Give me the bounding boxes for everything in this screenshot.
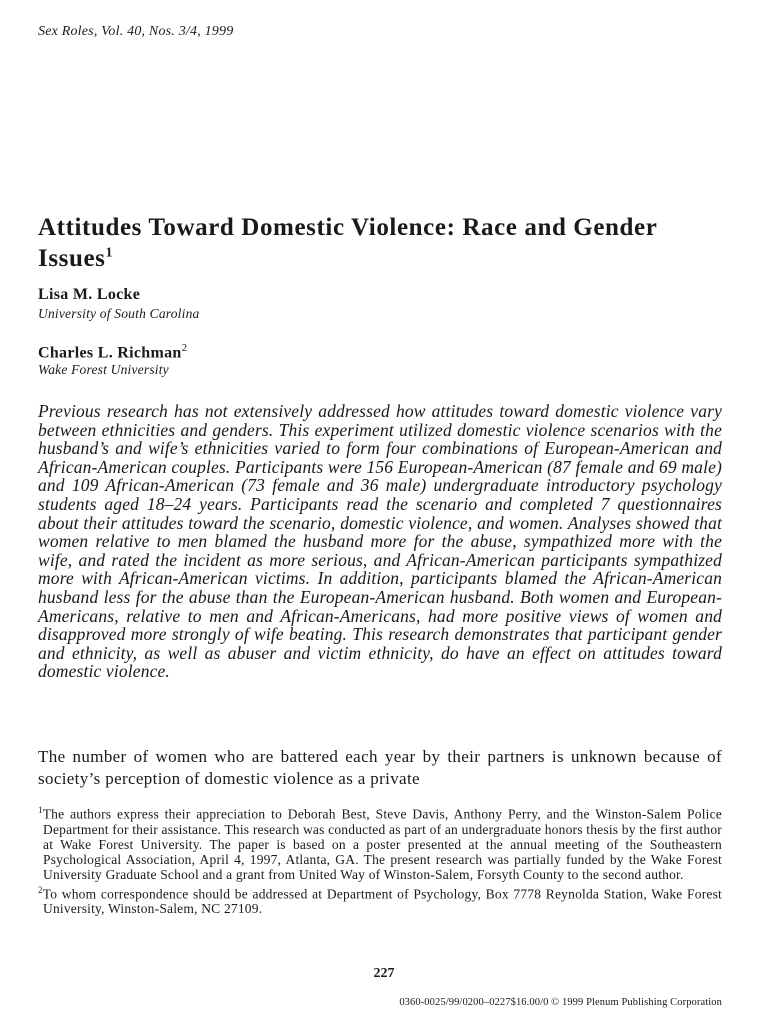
abstract: Previous research has not extensively addressed how attitudes toward domestic violence vary between ethnicities and genders. This experiment utilized domestic violence scenarios with the husband’s and wife’s ethnicities varied to form four combinations of European-American and African-American couples. Participants were 156 European-American (87 female and 69 male) and 109 African-American (73 female and 36 male) undergraduate introductory psychology students aged 18–24 years. Participants read the scenario and completed 7 questionnaires about their attitudes toward the scenario, domestic violence, and women. Analyses showed that women relative to men blamed the husband more for the abuse, sympathized more with the wife, and rated the incident as more serious, and African-American participants sympathized more with African-American victims. In addition, participants blamed the African-American husband less for the abuse than the European-American husband. Both women and European-Americans, relative to men and African-Americans, had more positive views of women and disapproved more strongly of wife beating. This research demonstrates that participant gender and ethnicity, as well as abuser and victim ethnicity, do have an effect on attitudes toward domestic violence.: [38, 401, 722, 682]
footnotes: [38, 803, 722, 916]
body-text: The number of women who are battered each year by their partners is unknown because of society’s perception of domestic violence as a private: [38, 747, 722, 788]
footnote: [38, 883, 722, 917]
page-number: 227: [373, 966, 395, 981]
copyright-line: 0360-0025/99/0200–0227$16.00/0 © 1999 Plenum Publishing Corporation: [399, 997, 722, 1008]
footnote-text: The authors express their appreciation to Deborah Best, Steve Davis, Anthony Perry, and the Winston-Salem Police Department for their assistance. This research was conducted as part of an undergraduate honors thesis by the first author at Wake Forest University. The paper is based on a poster presented at the annual meeting of the Southeastern Psychological Association, April 4, 1997, Atlanta, GA. The present research was partially funded by the Wake Forest University Graduate School and a grant from United Way of Winston-Salem, Forsyth County to the second author.: [42, 806, 722, 883]
author-name: [38, 342, 187, 362]
author-footnote-mark: 2: [181, 342, 188, 354]
author-affiliation: University of South Carolina: [38, 306, 200, 321]
author-name-text: Lisa M. Locke: [38, 286, 141, 303]
article-title: [38, 212, 728, 274]
author-name-text: Charles L. Richman: [38, 344, 182, 362]
author-affiliation: Wake Forest University: [38, 362, 169, 377]
footnote-text: To whom correspondence should be addressed at Department of Psychology, Box 7778 Reynolda Station, Wake Forest University, Winston-Salem, NC 27109.: [42, 886, 722, 917]
footnote-mark: 1: [38, 805, 43, 815]
title-footnote-mark: 1: [105, 245, 114, 261]
author-name: [38, 286, 140, 304]
footnote: [38, 803, 722, 883]
article-title-text: Attitudes Toward Domestic Violence: Race and Gender Issues: [38, 214, 657, 272]
journal-reference: Sex Roles, Vol. 40, Nos. 3/4, 1999: [38, 24, 234, 39]
footnote-mark: 2: [38, 884, 43, 895]
